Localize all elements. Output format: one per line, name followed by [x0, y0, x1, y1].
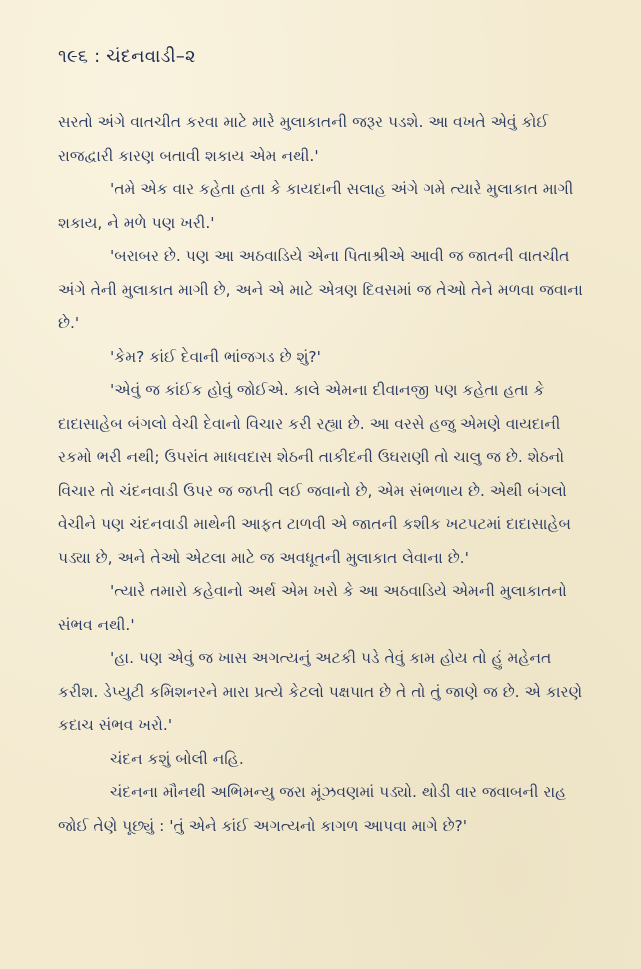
running-head: ૧૯૬ : ચંદનવાડી–૨	[58, 46, 196, 67]
paragraph-9: ચંદનના મૌનથી અભિમન્યુ જરા મૂંઝવણમાં પડ્યો. થોડી વાર જવાબની રાહ જોઈ તેણે પૂછ્યું : 'તું એને કાંઈ અગત્યનો કાગળ આપવા માગે છે?'	[58, 783, 567, 835]
paragraph-7: 'હા. પણ એવું જ ખાસ અગત્યનું અટકી પડે તેવું કામ હોય તો હું મહેનત કરીશ. ડેપ્યુટી કમિશનરને મારા પ્રત્યે કેટલો પક્ષપાત છે તે તો તું જાણે જ છે. એ કારણે કદાચ સંભવ ખરો.'	[58, 649, 583, 734]
paragraph-1: સરતો અંગે વાતચીત કરવા માટે મારે મુલાકાતની જરૂર પડશે. આ વખતે એવું કોઈ રાજદ્વારી કારણ બતાવી શકાય એમ નથી.'	[58, 113, 549, 165]
paragraph-8: ચંદન કશું બોલી નહિ.	[110, 749, 244, 768]
paragraph-4: 'કેમ? કાંઈ દેવાની ભાંજગડ છે શું?'	[110, 347, 321, 366]
paragraph-3: 'બરાબર છે. પણ આ અઠવાડિયે એના પિતાશ્રીએ આવી જ જાતની વાતચીત અંગે તેની મુલાકાત માગી છે, અને એ માટે એત્રણ દિવસમાં જ તેઓ તેને મળવા જવાના છે.'	[58, 247, 583, 332]
paragraph-6: 'ત્યારે તમારો કહેવાનો અર્થ એમ ખરો કે આ અઠવાડિયે એમની મુલાકાતનો સંભવ નથી.'	[58, 582, 567, 634]
paragraph-5: 'એવું જ કાંઈક હોવું જોઈએ. કાલે એમના દીવાનજી પણ કહેતા હતા કે દાદાસાહેબ બંગલો વેચી દેવાનો વિચાર કરી રહ્યા છે. આ વરસે હજુ એમણે વાયદાની રકમો ભરી નથી; ઉપરાંત માધવદાસ શેઠની તાકીદની ઉઘરાણી તો ચાલુ જ છે. શેઠનો વિચાર તો ચંદનવાડી ઉપર જ જપ્તી લઈ જવાનો છે, એમ સંભળાય છે. એથી બંગલો વેચીને પણ ચંદનવાડી માથેની આફત ટાળવી એ જાતની કશીક ખટપટમાં દાદાસાહેબ પડ્યા છે, અને તેઓ એટલા માટે જ અવધૂતની મુલાકાત લેવાના છે.'	[58, 381, 571, 567]
paragraph-2: 'તમે એક વાર કહેતા હતા કે કાયદાની સલાહ અંગે ગમે ત્યારે મુલાકાત માગી શકાય, ને મળે પણ ખરી.'	[58, 180, 574, 232]
body-text	[58, 106, 591, 843]
